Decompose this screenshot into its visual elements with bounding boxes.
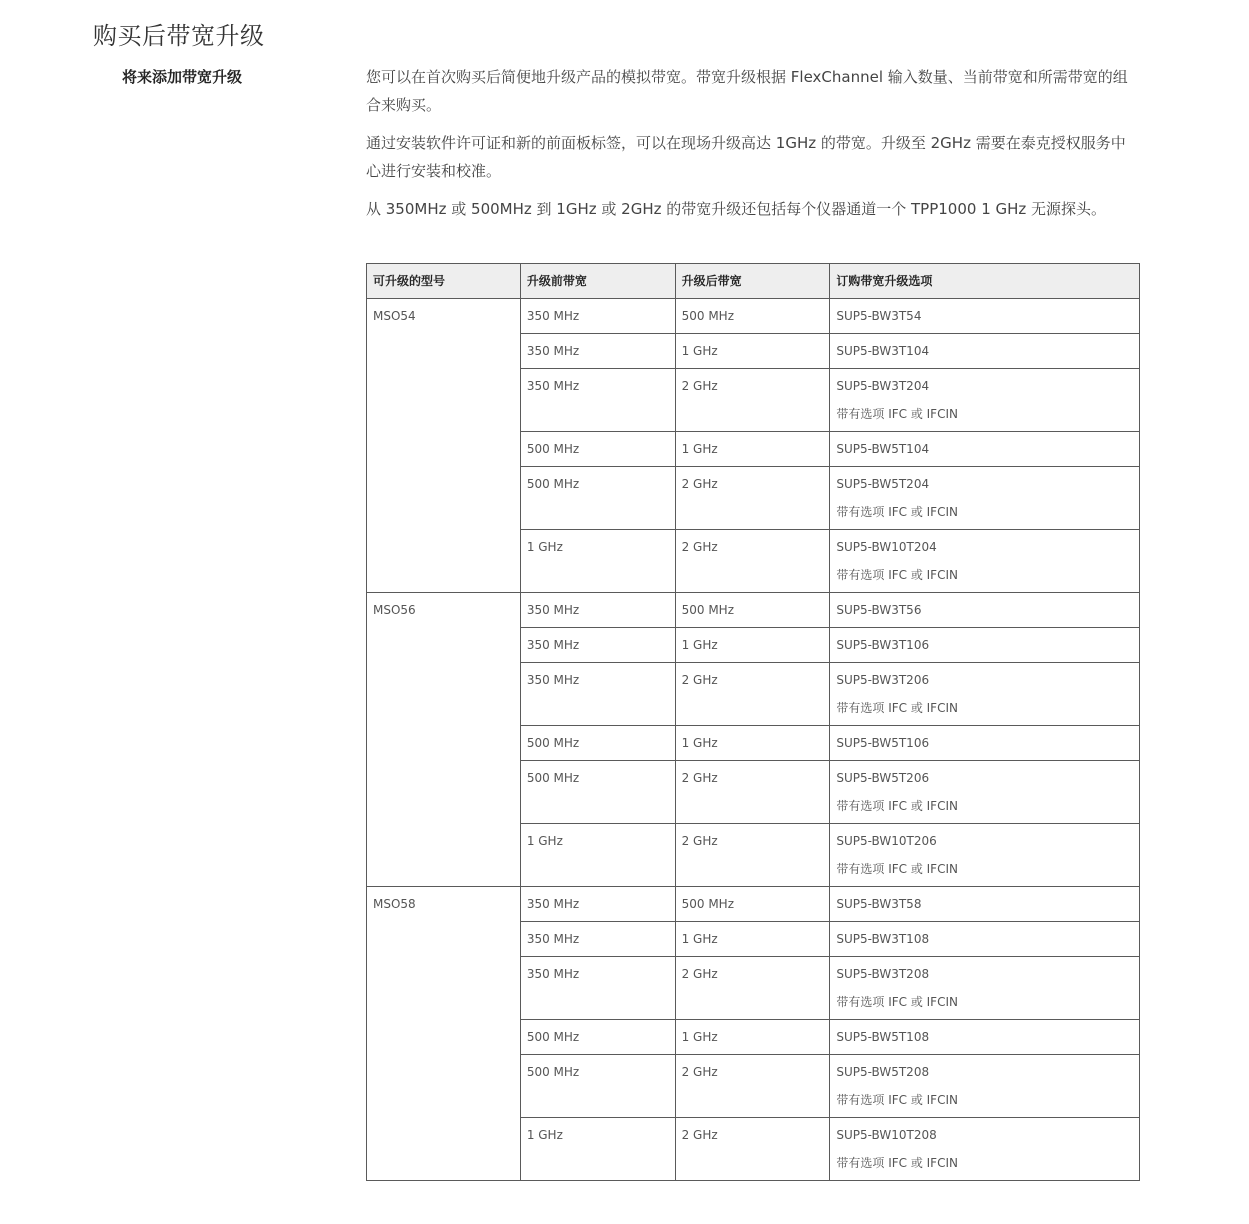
cell-bandwidth-before: 350 MHz — [520, 922, 675, 957]
option-code: SUP5-BW3T204 — [836, 379, 930, 393]
cell-bandwidth-before: 500 MHz — [520, 761, 675, 824]
option-note: 带有选项 IFC 或 IFCIN — [836, 407, 958, 421]
option-code: SUP5-BW5T204 — [836, 477, 930, 491]
option-note: 带有选项 IFC 或 IFCIN — [836, 701, 958, 715]
option-code: SUP5-BW5T104 — [836, 442, 930, 456]
cell-bandwidth-after: 500 MHz — [675, 593, 830, 628]
cell-bandwidth-after: 1 GHz — [675, 432, 830, 467]
cell-bandwidth-after: 2 GHz — [675, 824, 830, 887]
cell-upgrade-option — [830, 1020, 1140, 1055]
cell-upgrade-option — [830, 432, 1140, 467]
cell-bandwidth-before: 1 GHz — [520, 824, 675, 887]
option-code: SUP5-BW3T104 — [836, 344, 930, 358]
option-code: SUP5-BW3T206 — [836, 673, 930, 687]
option-code: SUP5-BW10T206 — [836, 834, 937, 848]
cell-bandwidth-before: 1 GHz — [520, 530, 675, 593]
header-model: 可升级的型号 — [367, 264, 521, 299]
cell-upgrade-option — [830, 530, 1140, 593]
option-code: SUP5-BW5T206 — [836, 771, 930, 785]
option-code: SUP5-BW3T106 — [836, 638, 930, 652]
cell-upgrade-option — [830, 887, 1140, 922]
cell-upgrade-option — [830, 761, 1140, 824]
header-bandwidth-before: 升级前带宽 — [520, 264, 675, 299]
table-row — [367, 887, 1140, 922]
cell-bandwidth-after: 2 GHz — [675, 957, 830, 1020]
option-code: SUP5-BW3T54 — [836, 309, 922, 323]
cell-bandwidth-before: 350 MHz — [520, 663, 675, 726]
option-code: SUP5-BW3T208 — [836, 967, 930, 981]
paragraph-field-upgrade: 通过安装软件许可证和新的前面板标签，可以在现场升级高达 1GHz 的带宽。升级至 2GHz 需要在泰克授权服务中心进行安装和校准。 — [366, 134, 1126, 180]
cell-upgrade-option — [830, 593, 1140, 628]
cell-bandwidth-after: 2 GHz — [675, 663, 830, 726]
cell-bandwidth-before: 350 MHz — [520, 593, 675, 628]
option-note: 带有选项 IFC 或 IFCIN — [836, 568, 958, 582]
header-upgrade-option: 订购带宽升级选项 — [830, 264, 1140, 299]
cell-bandwidth-after: 2 GHz — [675, 1055, 830, 1118]
cell-model: MSO58 — [367, 887, 521, 1181]
paragraph-probe-included: 从 350MHz 或 500MHz 到 1GHz 或 2GHz 的带宽升级还包括每个仪器通道一个 TPP1000 1 GHz 无源探头。 — [366, 200, 1107, 218]
option-note: 带有选项 IFC 或 IFCIN — [836, 505, 958, 519]
cell-bandwidth-before: 350 MHz — [520, 299, 675, 334]
option-code: SUP5-BW5T106 — [836, 736, 930, 750]
cell-bandwidth-after: 2 GHz — [675, 369, 830, 432]
cell-bandwidth-before: 500 MHz — [520, 1020, 675, 1055]
cell-bandwidth-after: 1 GHz — [675, 334, 830, 369]
table-body — [367, 299, 1140, 1181]
cell-bandwidth-after: 2 GHz — [675, 761, 830, 824]
option-code: SUP5-BW5T208 — [836, 1065, 930, 1079]
table-row — [367, 299, 1140, 334]
option-code: SUP5-BW10T208 — [836, 1128, 937, 1142]
cell-bandwidth-before: 500 MHz — [520, 467, 675, 530]
cell-upgrade-option — [830, 726, 1140, 761]
cell-upgrade-option — [830, 334, 1140, 369]
cell-upgrade-option — [830, 1055, 1140, 1118]
content-body — [366, 63, 1140, 233]
cell-upgrade-option — [830, 299, 1140, 334]
cell-bandwidth-before: 350 MHz — [520, 369, 675, 432]
cell-bandwidth-before: 500 MHz — [520, 432, 675, 467]
table-header-row — [367, 264, 1140, 299]
option-note: 带有选项 IFC 或 IFCIN — [836, 799, 958, 813]
option-code: SUP5-BW3T108 — [836, 932, 930, 946]
side-heading: 将来添加带宽升级 — [122, 68, 243, 86]
option-code: SUP5-BW5T108 — [836, 1030, 930, 1044]
option-code: SUP5-BW3T58 — [836, 897, 922, 911]
cell-upgrade-option — [830, 922, 1140, 957]
cell-upgrade-option — [830, 369, 1140, 432]
option-note: 带有选项 IFC 或 IFCIN — [836, 1156, 958, 1170]
cell-bandwidth-after: 1 GHz — [675, 726, 830, 761]
option-note: 带有选项 IFC 或 IFCIN — [836, 1093, 958, 1107]
cell-bandwidth-after: 1 GHz — [675, 1020, 830, 1055]
cell-upgrade-option — [830, 1118, 1140, 1181]
cell-bandwidth-after: 1 GHz — [675, 628, 830, 663]
cell-upgrade-option — [830, 957, 1140, 1020]
cell-upgrade-option — [830, 824, 1140, 887]
cell-bandwidth-after: 2 GHz — [675, 467, 830, 530]
cell-bandwidth-after: 2 GHz — [675, 530, 830, 593]
option-code: SUP5-BW10T204 — [836, 540, 937, 554]
cell-bandwidth-after: 2 GHz — [675, 1118, 830, 1181]
cell-upgrade-option — [830, 467, 1140, 530]
bandwidth-upgrade-table — [366, 263, 1140, 1181]
cell-model: MSO56 — [367, 593, 521, 887]
cell-bandwidth-before: 350 MHz — [520, 334, 675, 369]
option-note: 带有选项 IFC 或 IFCIN — [836, 862, 958, 876]
section-title: 购买后带宽升级 — [93, 22, 265, 50]
cell-upgrade-option — [830, 663, 1140, 726]
cell-bandwidth-before: 350 MHz — [520, 628, 675, 663]
cell-bandwidth-before: 500 MHz — [520, 1055, 675, 1118]
paragraph-intro: 您可以在首次购买后简便地升级产品的模拟带宽。带宽升级根据 FlexChannel 输入数量、当前带宽和所需带宽的组合来购买。 — [366, 68, 1128, 114]
cell-bandwidth-after: 500 MHz — [675, 299, 830, 334]
option-note: 带有选项 IFC 或 IFCIN — [836, 995, 958, 1009]
cell-bandwidth-after: 500 MHz — [675, 887, 830, 922]
cell-bandwidth-after: 1 GHz — [675, 922, 830, 957]
cell-model: MSO54 — [367, 299, 521, 593]
header-bandwidth-after: 升级后带宽 — [675, 264, 830, 299]
table-row — [367, 593, 1140, 628]
cell-bandwidth-before: 350 MHz — [520, 957, 675, 1020]
cell-bandwidth-before: 350 MHz — [520, 887, 675, 922]
option-code: SUP5-BW3T56 — [836, 603, 922, 617]
cell-bandwidth-before: 500 MHz — [520, 726, 675, 761]
cell-upgrade-option — [830, 628, 1140, 663]
cell-bandwidth-before: 1 GHz — [520, 1118, 675, 1181]
